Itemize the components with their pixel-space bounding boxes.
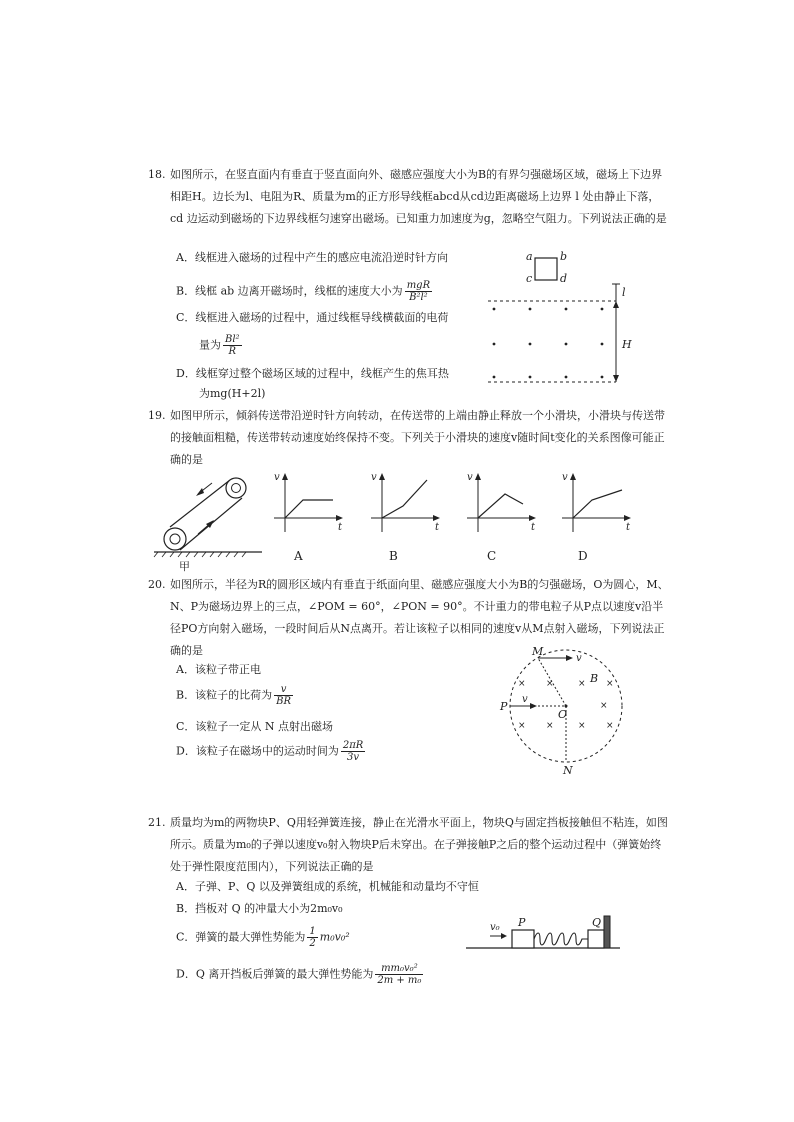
q21-option-a[interactable]: A．子弹、P、Q 以及弹簧组成的系统，机械能和动量均不守恒: [176, 880, 479, 893]
cross: ×: [578, 679, 586, 689]
q20-stem-text: 如图所示，半径为R的圆形区域内有垂直于纸面向里、磁感应强度大小为B的匀强磁场，O为圆心，M、N、P为磁场边界上的三点，∠POM = 60°，∠PON = 90°。不计重力的带电粒子从P点以速度v沿半径PO方向射入磁场，一段时间后从N点离开。若让该粒子以相同的速度v从M点射入磁场，下列说法正确的是: [170, 578, 669, 657]
denominator: 2m + m₀: [377, 975, 422, 986]
q18-option-a[interactable]: A．线框进入磁场的过程中产生的感应电流沿逆时针方向: [176, 251, 448, 264]
option-label: A: [294, 549, 303, 563]
spring: [534, 933, 588, 945]
q19-stem: [148, 405, 670, 471]
numerator: v: [274, 684, 293, 696]
q18-option-c-fraction: [223, 334, 242, 357]
t-arrow: [529, 515, 536, 521]
v-arrow: [475, 473, 481, 480]
block-q: [588, 930, 604, 948]
v-label: v: [467, 472, 473, 483]
label-p: P: [500, 700, 508, 713]
q21-figure: [464, 912, 624, 956]
q20-option-d-text: D．该粒子在磁场中的运动时间为: [176, 744, 339, 758]
q19-stem-text: 如图甲所示，倾斜传送带沿逆时针方向转动，在传送带的上端由静止释放一个小滑块，小滑块与传送带的接触面粗糙，传送带转动速度始终保持不变。下列关于小滑块的速度v随时间t变化的关系图像可能正确的是: [170, 409, 665, 466]
arrow-down: [613, 375, 619, 382]
lower-roller: [164, 528, 186, 550]
q18-stem: [148, 164, 670, 230]
field-dots: [493, 308, 604, 379]
q20-option-d[interactable]: [176, 740, 367, 763]
vt-graph-c: [463, 470, 543, 562]
v-label: v: [274, 472, 280, 483]
numerator: 2πR: [342, 740, 364, 751]
conveyor-figure: [150, 466, 265, 574]
dimension-l-label: l: [622, 286, 626, 299]
vt-curve: [382, 480, 427, 518]
t-label: t: [531, 522, 536, 533]
vt-graph-d: [558, 470, 638, 562]
q20-option-a[interactable]: A．该粒子带正电: [176, 663, 261, 676]
q21-stem: [148, 812, 670, 878]
upper-roller: [226, 478, 246, 498]
cross: ×: [600, 701, 608, 711]
cross: ×: [546, 721, 554, 731]
q21-option-c-tail: m₀v₀²: [319, 930, 350, 944]
t-label: t: [626, 522, 631, 533]
denominator: 3v: [347, 752, 360, 763]
q21-option-d-text: D．Q 离开挡板后弹簧的最大弹性势能为: [176, 967, 374, 981]
t-arrow: [624, 515, 631, 521]
q21-option-c[interactable]: [176, 926, 350, 949]
v-arrow: [570, 473, 576, 480]
denominator: 2: [309, 938, 316, 949]
q18-option-c[interactable]: C．线框进入磁场的过程中，通过线框导线横截面的电荷: [176, 311, 449, 324]
velocity-m-label: v: [576, 653, 582, 664]
vt-curve: [285, 500, 333, 518]
label-d: d: [560, 272, 568, 285]
q20-figure: [500, 642, 654, 778]
bullet-arrowhead: [501, 933, 507, 939]
vt-curve: [478, 494, 523, 518]
cross: ×: [606, 679, 614, 689]
q21-option-c-text: C．弹簧的最大弹性势能为: [176, 930, 306, 944]
vt-curve: [573, 490, 622, 518]
top-direction-arrowhead: [196, 488, 204, 496]
figure-label-jia: 甲: [179, 560, 190, 573]
v-arrow: [379, 473, 385, 480]
q18-option-b-fraction: [405, 280, 432, 303]
q20-option-b[interactable]: [176, 684, 295, 707]
option-label: B: [389, 549, 398, 563]
q20-number: 20.: [148, 578, 166, 591]
t-arrow: [433, 515, 440, 521]
t-label: t: [338, 522, 343, 533]
q21-option-d[interactable]: [176, 963, 425, 986]
q18-figure: [480, 244, 640, 394]
q18-option-d[interactable]: D．线框穿过整个磁场区域的过程中，线框产生的焦耳热: [176, 367, 449, 380]
block-p: [512, 930, 534, 948]
q21-stem-text: 质量均为m的两物块P、Q用轻弹簧连接，静止在光滑水平面上，物块Q与固定挡板接触但不粘连，如图所示。质量为m₀的子弹以速度v₀射入物块P后未穿出。在子弹接触P之后的整个运动过程中（弹簧始终处于弹性限度范围内），下列说法正确的是: [170, 816, 668, 873]
q18-option-d-cont[interactable]: 为mg(H+2l): [199, 387, 266, 400]
label-b: B: [590, 672, 599, 685]
q18-option-c-cont[interactable]: [199, 334, 244, 357]
fixed-barrier: [604, 916, 610, 948]
v0-label: v₀: [490, 922, 500, 933]
label-n: N: [563, 764, 573, 777]
q20-option-c[interactable]: C．该粒子一定从 N 点射出磁场: [176, 720, 334, 733]
numerator: 1: [309, 926, 316, 937]
numerator: mgR: [406, 280, 431, 291]
v-label: v: [562, 472, 568, 483]
vt-graph-b: [367, 470, 447, 562]
label-c: c: [526, 272, 533, 285]
vt-graph-a: [270, 470, 350, 562]
v-label: v: [371, 472, 377, 483]
dimension-h-label: H: [622, 338, 632, 351]
ground-hatch: [154, 552, 246, 557]
q19-number: 19.: [148, 409, 166, 422]
q20-option-b-fraction: [274, 684, 293, 707]
label-o: O: [558, 708, 568, 721]
q18-stem-text: 如图所示，在竖直面内有垂直于竖直面向外、磁感应强度大小为B的有界匀强磁场区域，磁场上下边界相距H。边长为l、电阻为R、质量为m的正方形导线框abcd从cd边距离磁场上边界 l 处由静止下落，cd 边运动到磁场的下边界线框匀速穿出磁场。已知重力加速度为g，忽略空气阻力。下列说法正确的是: [170, 168, 667, 225]
label-a: a: [526, 250, 533, 263]
q18-number: 18.: [148, 168, 166, 181]
t-label: t: [435, 522, 440, 533]
cross: ×: [518, 679, 526, 689]
q18-option-b[interactable]: [176, 280, 434, 303]
arrow-up: [613, 301, 619, 308]
denominator: R: [228, 346, 237, 357]
cross: ×: [518, 721, 526, 731]
v-arrow: [282, 473, 288, 480]
q20-option-d-fraction: [341, 740, 365, 763]
label-q: Q: [592, 916, 602, 929]
velocity-p-label: v: [522, 694, 528, 705]
label-m: M: [532, 645, 544, 658]
cross: ×: [606, 721, 614, 731]
q21-option-b[interactable]: B．挡板对 Q 的冲量大小为2m₀v₀: [176, 902, 343, 915]
square-loop: [535, 258, 557, 280]
q18-option-b-text: B．线框 ab 边离开磁场时，线框的速度大小为: [176, 284, 403, 298]
q21-option-d-fraction: [375, 963, 423, 986]
velocity-p-arrow: [530, 703, 537, 709]
q20-option-b-text: B．该粒子的比荷为: [176, 688, 273, 702]
label-b: b: [560, 250, 568, 263]
option-label: D: [578, 549, 588, 563]
belt-top: [170, 480, 230, 527]
denominator: BR: [276, 696, 291, 707]
t-arrow: [336, 515, 343, 521]
numerator: mm₀v₀²: [375, 963, 423, 975]
q18-option-c-text: 量为: [199, 338, 221, 352]
velocity-m-arrow: [566, 655, 573, 661]
numerator: Bl²: [225, 334, 240, 345]
denominator: B²l²: [409, 292, 428, 303]
cross: ×: [546, 679, 554, 689]
option-label: C: [487, 549, 497, 563]
q21-number: 21.: [148, 816, 166, 829]
q21-option-c-fraction: [307, 926, 317, 949]
label-p: P: [518, 916, 526, 929]
cross: ×: [578, 721, 586, 731]
